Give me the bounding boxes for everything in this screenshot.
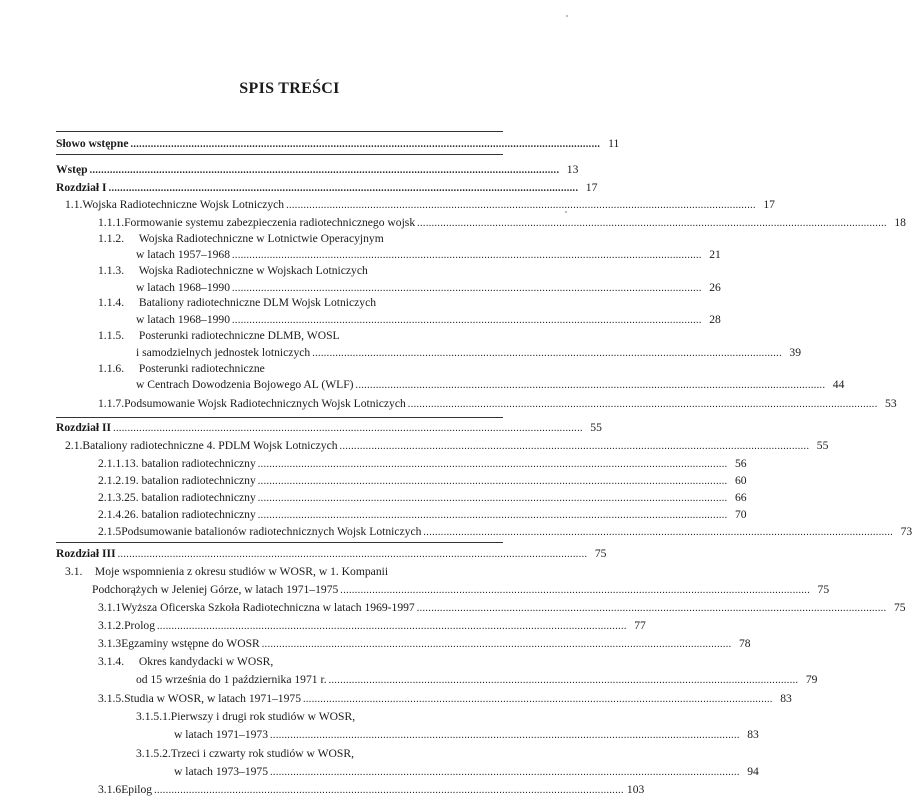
page-number: 83 <box>747 728 759 741</box>
scan-speck <box>566 15 568 17</box>
entry-number: 1.1.4. <box>98 296 125 309</box>
entry-text: Wojska Radiotechniczne Wojsk Lotniczych <box>82 198 285 211</box>
dot-leader: .................................................................................................................................................................. <box>270 767 740 778</box>
dot-leader: .................................................................................................................................................................. <box>154 785 624 796</box>
entry-text: od 15 września do 1 października 1971 r. <box>136 673 327 686</box>
toc-entry <box>98 295 376 310</box>
toc-entry <box>98 618 646 633</box>
toc-entry <box>136 247 721 262</box>
page-number: 56 <box>734 457 747 470</box>
toc-entry <box>56 180 598 195</box>
entry-number: 2.1.3. <box>98 491 125 504</box>
entry-text: Wojska Radiotechniczne w Lotnictwie Operacyjnym <box>138 232 384 245</box>
toc-entry <box>98 328 340 343</box>
entry-number: 2.1.2. <box>98 474 125 487</box>
dot-leader: .................................................................................................................................................................. <box>339 441 810 452</box>
entry-text: 26. batalion radiotechniczny <box>124 508 256 521</box>
toc-entry <box>98 361 265 376</box>
entry-text: Formowanie systemu zabezpieczenia radiotechnicznego wojsk <box>124 216 416 229</box>
toc-entry <box>56 546 607 561</box>
entry-text: Podchorążych w Jeleniej Górze, w latach 1971–1975 <box>92 583 339 596</box>
dot-leader: .................................................................................................................................................................. <box>113 423 583 434</box>
entry-number: 1.1.6. <box>98 362 125 375</box>
page-number: 77 <box>634 619 646 632</box>
toc-entry <box>98 456 747 471</box>
page-number: 73 <box>900 525 912 538</box>
entry-number: 2.1. <box>65 439 83 452</box>
toc-entry <box>136 312 721 327</box>
entry-number: 3.1.5.1. <box>136 710 171 723</box>
entry-text: Wojska Radiotechniczne w Wojskach Lotniczych <box>138 264 368 277</box>
page-number: 53 <box>885 397 897 410</box>
page-number: 28 <box>709 313 721 326</box>
toc-entry <box>56 136 620 151</box>
dot-leader: .................................................................................................................................................................. <box>89 165 560 176</box>
entry-text: w latach 1957–1968 <box>136 248 231 261</box>
toc-entry <box>136 280 721 295</box>
entry-number: 2.1.5 <box>98 525 122 538</box>
toc-entry <box>98 396 897 411</box>
entry-number: 3.1.1 <box>98 601 122 614</box>
entry-text: Rozdział II <box>56 421 112 434</box>
toc-entry <box>98 231 384 246</box>
dot-leader: .................................................................................................................................................................. <box>232 250 702 261</box>
page-number: 94 <box>747 765 759 778</box>
page-number: 17 <box>763 198 775 211</box>
entry-number: 3.1.3 <box>98 637 122 650</box>
entry-number: 1.1.3. <box>98 264 125 277</box>
page-number: 39 <box>789 346 801 359</box>
entry-number: 1.1.1. <box>98 216 125 229</box>
dot-leader: .................................................................................................................................................................. <box>417 218 887 229</box>
dot-leader: .................................................................................................................................................................. <box>117 549 588 560</box>
dot-leader: .................................................................................................................................................................. <box>303 694 773 705</box>
entry-number: 3.1.4. <box>98 655 125 668</box>
dot-leader: .................................................................................................................................................................. <box>232 283 702 294</box>
entry-number: 2.1.1. <box>98 457 125 470</box>
dot-leader: .................................................................................................................................................................. <box>423 527 894 538</box>
dot-leader: .................................................................................................................................................................. <box>108 183 579 194</box>
entry-number: 3.1.2. <box>98 619 125 632</box>
entry-number: 3.1. <box>65 565 83 578</box>
divider <box>56 542 503 543</box>
entry-text: Rozdział III <box>56 547 116 560</box>
entry-text: Wyższa Oficerska Szkoła Radiotechniczna w latach 1969-1997 <box>121 601 415 614</box>
entry-text: w latach 1968–1990 <box>136 281 231 294</box>
toc-entry <box>65 197 775 212</box>
entry-text: Epilog <box>121 783 153 796</box>
entry-text: Bataliony radiotechniczne 4. PDLM Wojsk Lotniczych <box>82 439 338 452</box>
page-number: 26 <box>709 281 721 294</box>
entry-text: w Centrach Dowodzenia Bojowego AL (WLF) <box>136 378 354 391</box>
page-number: 75 <box>893 601 906 614</box>
dot-leader: .................................................................................................................................................................. <box>312 348 782 359</box>
page-number: 13 <box>566 163 579 176</box>
entry-text: Egzaminy wstępne do WOSR <box>121 637 260 650</box>
entry-text: Trzeci i czwarty rok studiów w WOSR, <box>170 747 355 760</box>
dot-leader: .................................................................................................................................................................. <box>157 621 627 632</box>
page-number: 11 <box>608 137 620 150</box>
toc-entry <box>98 782 645 797</box>
toc-entry <box>98 473 747 488</box>
toc-entry <box>174 764 759 779</box>
page-number: 60 <box>734 474 747 487</box>
dot-leader: .................................................................................................................................................................. <box>232 315 702 326</box>
toc-entry <box>136 345 801 360</box>
entry-number: 1.1. <box>65 198 83 211</box>
page-number: 17 <box>585 181 598 194</box>
dot-leader: .................................................................................................................................................................. <box>257 510 728 521</box>
page-number: 75 <box>817 583 830 596</box>
divider <box>56 131 503 132</box>
dot-leader: .................................................................................................................................................................. <box>286 200 756 211</box>
toc-entry <box>65 438 829 453</box>
toc-entry <box>136 672 818 687</box>
entry-text: w latach 1968–1990 <box>136 313 231 326</box>
toc-entry <box>136 709 355 724</box>
entry-text: Okres kandydacki w WOSR, <box>138 655 274 668</box>
toc-title: SPIS TREŚCI <box>239 80 340 97</box>
entry-text: w latach 1973–1975 <box>174 765 269 778</box>
dot-leader: .................................................................................................................................................................. <box>355 380 826 391</box>
toc-entry <box>98 691 792 706</box>
toc-entry <box>56 420 602 435</box>
dot-leader: .................................................................................................................................................................. <box>261 639 732 650</box>
entry-text: 19. batalion radiotechniczny <box>124 474 256 487</box>
toc-entry <box>98 636 751 651</box>
entry-text: Posterunki radiotechniczne <box>138 362 265 375</box>
dot-leader: .................................................................................................................................................................. <box>407 399 878 410</box>
page-number: 21 <box>709 248 721 261</box>
dot-leader: .................................................................................................................................................................. <box>328 675 799 686</box>
entry-number: 3.1.5.2. <box>136 747 171 760</box>
entry-number: 2.1.4. <box>98 508 125 521</box>
entry-number: 1.1.2. <box>98 232 125 245</box>
dot-leader: .................................................................................................................................................................. <box>257 459 728 470</box>
dot-leader: .................................................................................................................................................................. <box>130 139 601 150</box>
page-number: 79 <box>805 673 818 686</box>
entry-text: i samodzielnych jednostek lotniczych <box>136 346 311 359</box>
page-number: 70 <box>734 508 747 521</box>
toc-entry <box>65 564 388 579</box>
page-number: 103 <box>626 783 645 796</box>
page-number: 83 <box>780 692 792 705</box>
entry-number: 3.1.6 <box>98 783 122 796</box>
toc-entry <box>56 162 579 177</box>
divider <box>56 154 503 155</box>
toc-entry <box>136 377 845 392</box>
page-number: 18 <box>894 216 906 229</box>
toc-entry <box>98 490 747 505</box>
entry-text: Słowo wstępne <box>56 137 129 150</box>
toc-entry <box>98 524 912 539</box>
entry-text: Posterunki radiotechniczne DLMB, WOSL <box>138 329 340 342</box>
toc-entry <box>98 654 273 669</box>
toc-entry <box>98 215 906 230</box>
dot-leader: .................................................................................................................................................................. <box>416 603 887 614</box>
toc-entry <box>98 263 368 278</box>
entry-text: Podsumowanie batalionów radiotechnicznych Wojsk Lotniczych <box>121 525 422 538</box>
scan-speck <box>565 211 567 213</box>
page-number: 55 <box>590 421 602 434</box>
page-number: 44 <box>832 378 845 391</box>
toc-entry <box>92 582 830 597</box>
entry-text: Moje wspomnienia z okresu studiów w WOSR, w 1. Kompanii <box>94 565 389 578</box>
entry-text: Bataliony radiotechniczne DLM Wojsk Lotniczych <box>138 296 377 309</box>
entry-text: 25. batalion radiotechniczny <box>124 491 256 504</box>
dot-leader: .................................................................................................................................................................. <box>257 493 728 504</box>
page-number: 75 <box>594 547 607 560</box>
divider <box>56 417 503 418</box>
entry-number: 3.1.5. <box>98 692 125 705</box>
entry-number: 1.1.5. <box>98 329 125 342</box>
toc-entry <box>98 507 747 522</box>
dot-leader: .................................................................................................................................................................. <box>257 476 728 487</box>
entry-text: Studia w WOSR, w latach 1971–1975 <box>124 692 301 705</box>
entry-text: w latach 1971–1973 <box>174 728 269 741</box>
entry-number: 1.1.7. <box>98 397 125 410</box>
entry-text: Wstęp <box>56 163 88 176</box>
page-number: 78 <box>738 637 751 650</box>
entry-text: Rozdział I <box>56 181 107 194</box>
toc-entry <box>174 727 759 742</box>
dot-leader: .................................................................................................................................................................. <box>270 730 740 741</box>
page-number: 66 <box>734 491 747 504</box>
entry-text: Pierwszy i drugi rok studiów w WOSR, <box>170 710 356 723</box>
dot-leader: .................................................................................................................................................................. <box>340 585 811 596</box>
entry-text: 13. batalion radiotechniczny <box>124 457 256 470</box>
entry-text: Podsumowanie Wojsk Radiotechnicznych Wojsk Lotniczych <box>124 397 406 410</box>
entry-text: Prolog <box>124 619 156 632</box>
toc-entry <box>98 600 906 615</box>
toc-entry <box>136 746 354 761</box>
page-number: 55 <box>816 439 829 452</box>
